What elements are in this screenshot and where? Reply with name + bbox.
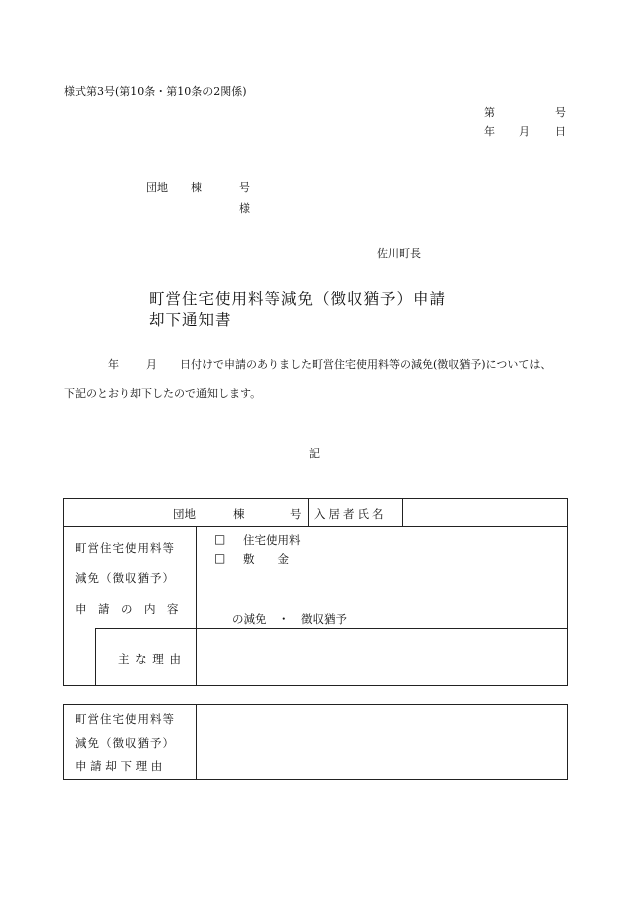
table-divider (196, 704, 197, 780)
addressee-tou: 棟 (191, 181, 202, 194)
content-label-line3: 申 請 の 内 容 (75, 602, 179, 616)
table-divider (95, 628, 96, 686)
content-label-line2: 減免（徴収猶予） (75, 571, 175, 585)
option-housing-fee: 住宅使用料 (243, 533, 301, 547)
form-number: 様式第3号(第10条・第10条の2関係) (64, 85, 247, 98)
waiver-choice: の減免 ・ 徴収猶予 (232, 612, 347, 626)
body-line2: 下記のとおり却下したので通知します。 (64, 387, 262, 400)
sender-name: 佐川町長 (377, 247, 421, 260)
body-line1: 日付けで申請のありました町営住宅使用料等の減免(徴収猶予)については、 (180, 358, 552, 371)
table-gou: 号 (290, 507, 302, 521)
table-divider (402, 498, 403, 526)
reason-field[interactable] (200, 631, 564, 683)
table-divider (196, 526, 197, 686)
table-divider (308, 498, 309, 526)
addressee-danchi: 団地 (146, 181, 168, 194)
rejection-reason-field[interactable] (200, 708, 564, 776)
content-label-line1: 町営住宅使用料等 (75, 541, 175, 555)
reason-label: 主 な 理 由 (118, 652, 182, 666)
table-danchi: 団地 (173, 507, 196, 521)
number-prefix: 第 (484, 106, 495, 119)
rejection-label-line2: 減免（徴収猶予） (75, 736, 175, 750)
resident-name-field[interactable] (407, 503, 563, 523)
option-deposit: 敷 金 (243, 552, 289, 566)
number-suffix: 号 (555, 106, 566, 119)
body-year: 年 (108, 358, 119, 371)
rejection-label-line1: 町営住宅使用料等 (75, 712, 175, 726)
resident-name-label: 入居者氏名 (314, 507, 387, 521)
addressee-gou: 号 (239, 181, 250, 194)
date-day: 日 (555, 125, 566, 138)
checkbox-icon[interactable]: □ (214, 532, 226, 546)
document-title-line1: 町営住宅使用料等減免（徴収猶予）申請 (149, 290, 447, 308)
date-year: 年 (484, 125, 495, 138)
body-month: 月 (146, 358, 157, 371)
document-title-line2: 却下通知書 (149, 311, 232, 329)
date-month: 月 (519, 125, 530, 138)
table-divider (95, 628, 568, 629)
table-divider (63, 526, 568, 527)
addressee-sama: 様 (239, 202, 250, 215)
rejection-label-line3: 申 請 却 下 理 由 (75, 759, 163, 773)
checkbox-icon[interactable]: □ (214, 551, 226, 565)
table-tou: 棟 (233, 507, 245, 521)
ki-heading: 記 (309, 447, 320, 460)
